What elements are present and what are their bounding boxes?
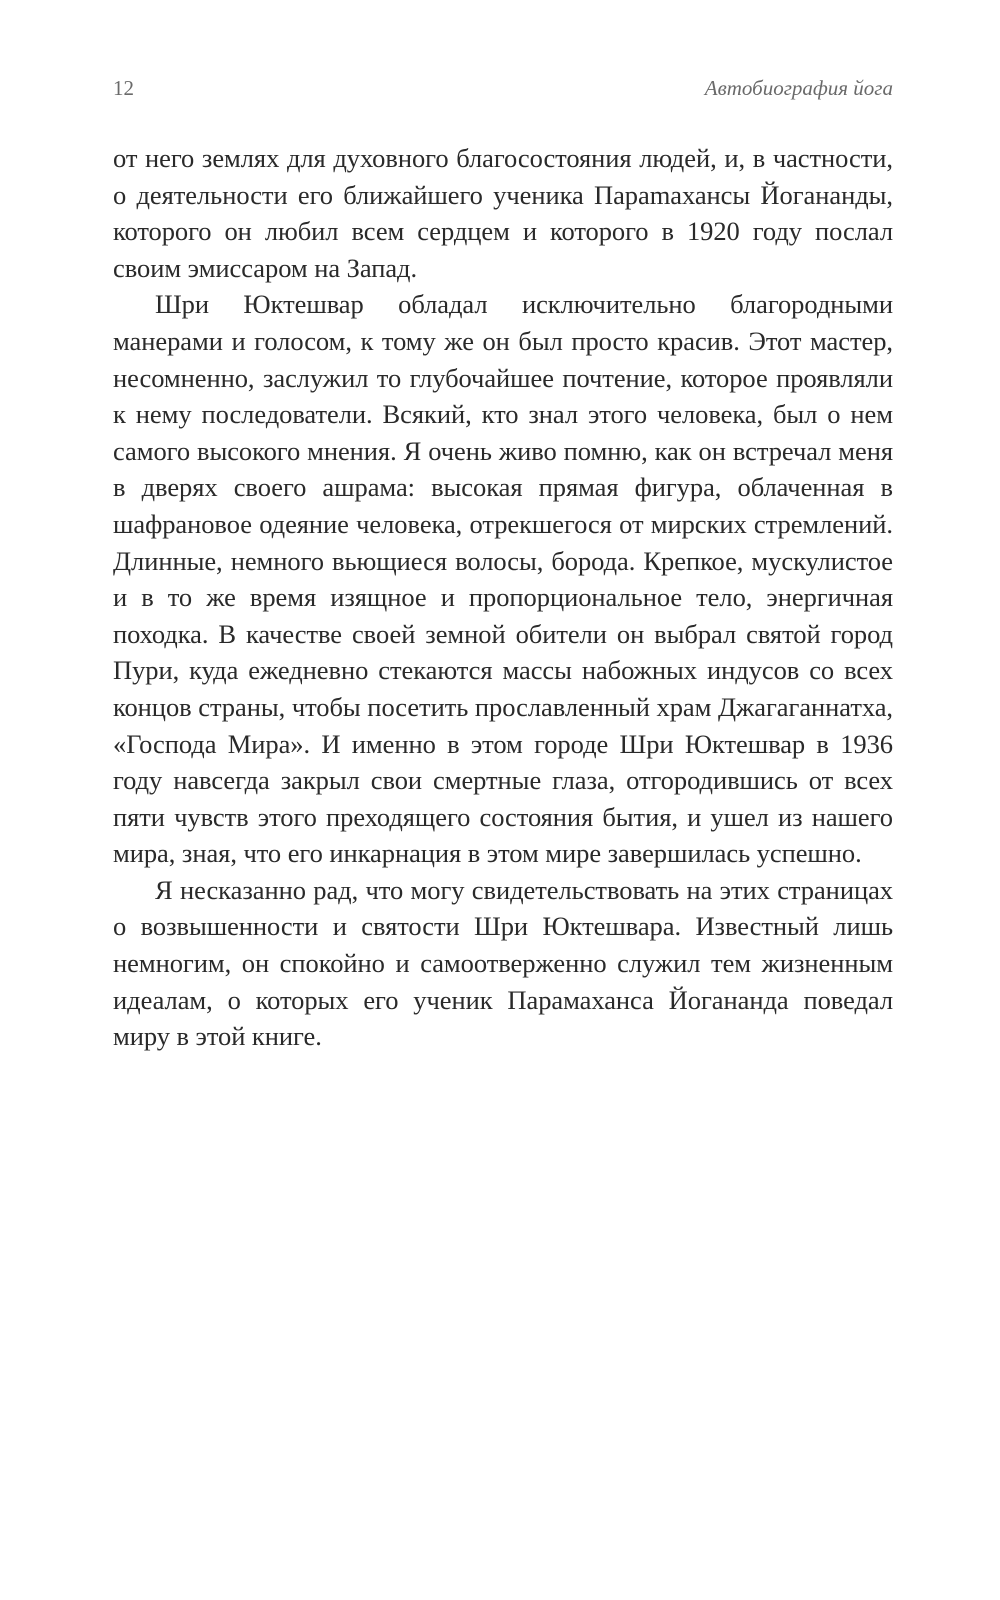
page-number: 12 xyxy=(113,76,134,100)
paragraph-1: от него землях для духовного благосостояния людей, и, в частности, о деятельности его ближайшего ученика Параmахансы Йогананды, которого он любил всем сердцем и которого в 1920 году послал своим эмиссаром на Запад. xyxy=(113,143,893,283)
running-title: Автобиография йога xyxy=(704,76,893,100)
book-page xyxy=(113,0,893,1600)
page-header xyxy=(113,76,893,108)
body-text xyxy=(113,140,893,1055)
paragraph-2: Шри Юктешвар обладал исключительно благородными манерами и голосом, к тому же он был просто красив. Этот мастер, несомненно, заслужил то глубочайшее почтение, которое проявляли к нему последователи. Всякий, кто знал этого человека, был о нем самого высокого мнения. Я очень живо помню, как он встречал меня в дверях своего ашрама: высокая прямая фигура, облаченная в шафрановое одеяние человека, отрекшегося от мирских стремлений. Длинные, немного вьющиеся волосы, борода. Крепкое, мускулистое и в то же время изящное и пропорциональное тело, энергичная походка. В качестве своей земной обители он выбрал святой город Пури, куда ежедневно стекаются массы набожных индусов со всех концов страны, чтобы посетить прославленный храм Джагаганнатха, «Господа Мира». И именно в этом городе Шри Юктешвар в 1936 году навсегда закрыл свои смертные глаза, отгородившись от всех пяти чувств этого преходящего состояния бытия, и ушел из нашего мира, зная, что его инкарнация в этом мире завершилась успешно. xyxy=(113,289,893,869)
paragraph-3: Я несказанно рад, что могу свидетельствовать на этих страницах о возвышенности и святости Шри Юктешвара. Известный лишь немногим, он спокойно и самоотверженно служил тем жизненным идеалам, о которых его ученик Парамаханса Йогананда поведал миру в этой книге. xyxy=(113,874,893,1052)
